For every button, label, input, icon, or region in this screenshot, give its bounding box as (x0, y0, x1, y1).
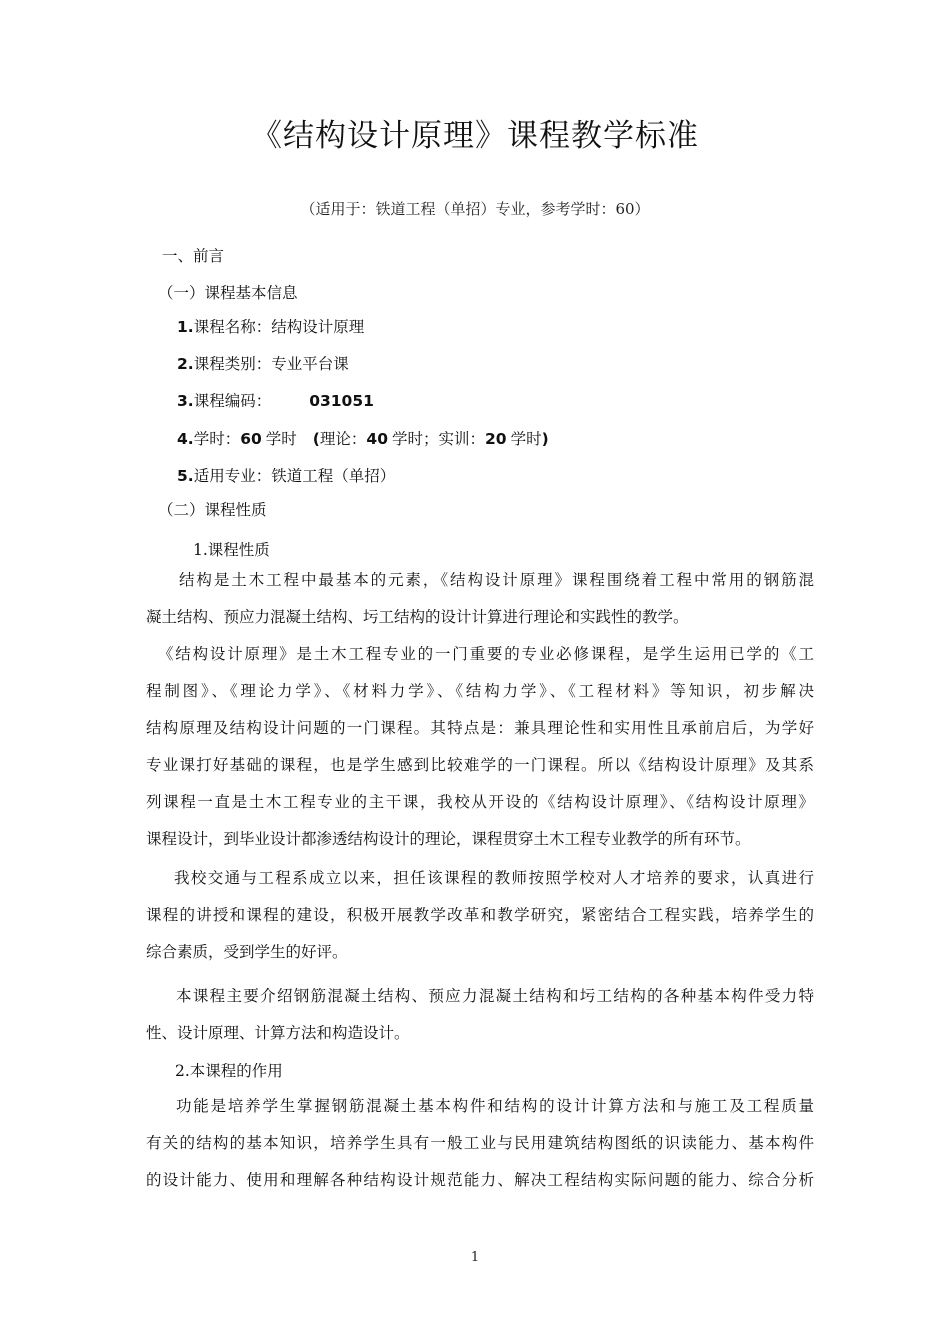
paragraph-line: 凝土结构、预应力混凝土结构、圬工结构的设计计算进行理论和实践性的教学。 (146, 608, 689, 626)
paragraph-line: 结构是土木工程中最基本的元素，《结构设计原理》课程围绕着工程中常用的钢筋混 (179, 571, 814, 589)
info-applicable-major (177, 464, 395, 486)
paragraph-line: 程制图》、《理论力学》、《材料力学》、《结构力学》、《工程材料》等知识，初步解决 (146, 682, 814, 700)
paragraph-line: 功能是培养学生掌握钢筋混凝土基本构件和结构的设计计算方法和与施工及工程质量 (176, 1097, 814, 1115)
document-subtitle: （适用于：铁道工程（单招）专业，参考学时：60） (300, 200, 650, 218)
paragraph-1 (146, 562, 814, 636)
paragraph-5 (146, 1088, 814, 1199)
info-text: 课程编码： (193, 392, 272, 410)
paragraph-4 (146, 978, 814, 1052)
paragraph-line: 列课程一直是土木工程专业的主干课，我校从开设的《结构设计原理》、《结构设计原理》 (146, 793, 814, 811)
paragraph-line: 本课程主要介绍钢筋混凝土结构、预应力混凝土结构和圬工结构的各种基本构件受力特 (176, 987, 814, 1005)
paragraph-line: 综合素质，受到学生的好评。 (146, 943, 348, 961)
paragraph-line: 专业课打好基础的课程，也是学生感到比较难学的一门课程。所以《结构设计原理》及其系 (146, 756, 814, 774)
subsection-heading-basic-info: （一）课程基本信息 (158, 284, 298, 302)
hours-total: 60 (240, 430, 262, 448)
paren-close: ) (541, 430, 549, 448)
info-text: 课程类别：专业平台课 (193, 355, 349, 373)
info-number: 4. (177, 430, 194, 448)
info-number: 3. (177, 392, 194, 410)
paragraph-line: 的设计能力、使用和理解各种结构设计规范能力、解决工程结构实际问题的能力、综合分析 (146, 1171, 814, 1189)
info-text: 学时： (193, 430, 241, 448)
paragraph-line: 我校交通与工程系成立以来，担任该课程的教师按照学校对人才培养的要求，认真进行 (174, 869, 814, 887)
hours-practice: 20 (485, 430, 507, 448)
info-course-name (177, 315, 364, 337)
info-text: 学时 (510, 430, 542, 448)
paragraph-line: 性、设计原理、计算方法和构造设计。 (146, 1024, 410, 1042)
paragraph-line: 结构原理及结构设计问题的一门课程。其特点是：兼具理论性和实用性且承前启后，为学好 (146, 719, 814, 737)
info-number: 1. (177, 318, 194, 336)
hours-theory: 40 (366, 430, 388, 448)
paragraph-2 (146, 636, 814, 858)
item-heading-course-nature: 1.课程性质 (193, 541, 270, 559)
paragraph-line: 课程的讲授和课程的建设，积极开展教学改革和教学研究，紧密结合工程实践，培养学生的 (146, 906, 814, 924)
document-title: 《结构设计原理》课程教学标准 (251, 118, 699, 154)
info-course-code (177, 389, 374, 411)
info-course-type (177, 352, 349, 374)
subsection-heading-nature: （二）课程性质 (158, 501, 267, 519)
info-text: 理论： (319, 430, 367, 448)
page-number: 1 (470, 1250, 480, 1265)
paragraph-3 (146, 860, 814, 971)
paren-open: ( (312, 430, 320, 448)
info-course-hours (177, 427, 549, 449)
course-code-value: 031051 (309, 392, 374, 410)
paragraph-line: 课程设计，到毕业设计都渗透结构设计的理论，课程贯穿土木工程专业教学的所有环节。 (146, 830, 751, 848)
info-text: 课程名称：结构设计原理 (193, 318, 365, 336)
paragraph-line: 有关的结构的基本知识，培养学生具有一般工业与民用建筑结构图纸的识读能力、基本构件 (146, 1134, 814, 1152)
item-heading-course-role: 2.本课程的作用 (175, 1062, 283, 1080)
info-text: 学时；实训： (391, 430, 485, 448)
info-text: 适用专业：铁道工程（单招） (193, 467, 396, 485)
info-number: 5. (177, 467, 194, 485)
section-heading-preface: 一、前言 (162, 247, 225, 265)
paragraph-line: 《结构设计原理》是土木工程专业的一门重要的专业必修课程，是学生运用已学的《工 (158, 645, 814, 663)
info-number: 2. (177, 355, 194, 373)
info-text: 学时 (265, 430, 297, 448)
